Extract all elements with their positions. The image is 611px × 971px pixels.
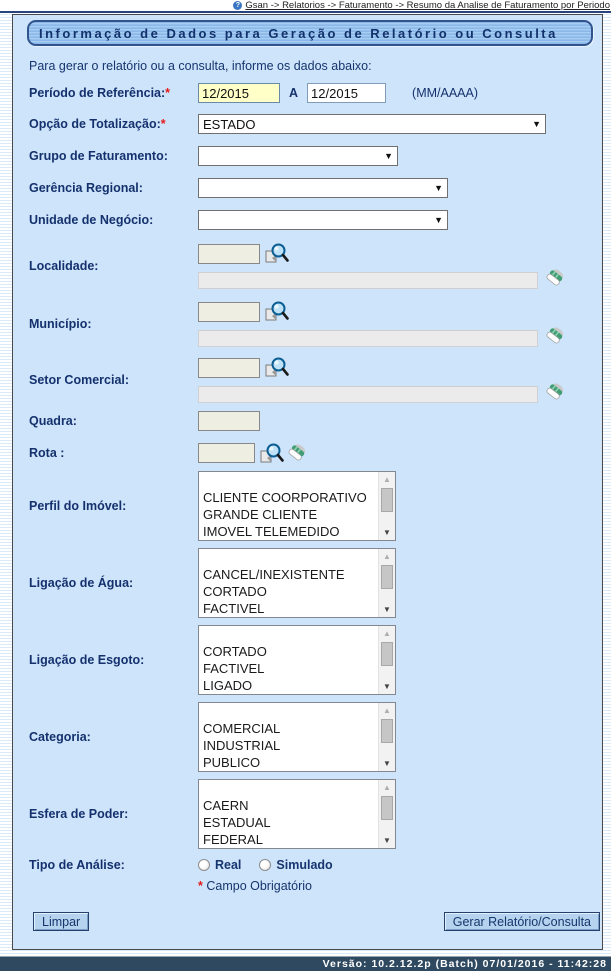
unidade-negocio-row [29,210,602,230]
help-icon[interactable]: ? [233,1,242,10]
scrollbar[interactable] [378,780,395,848]
scroll-up-icon[interactable]: ▲ [383,629,391,638]
opcao-totalizacao-label: Opção de Totalização: [29,117,161,131]
required-asterisk: * [165,86,171,100]
required-note-text: Campo Obrigatório [206,879,312,893]
limpar-button[interactable]: Limpar [33,912,89,931]
rota-label: Rota : [29,446,65,460]
ligacao-esgoto-options[interactable] [199,626,378,694]
quadra-row [29,411,602,431]
chevron-down-icon: ▼ [434,215,443,225]
ligacao-agua-options[interactable] [199,549,378,617]
quadra-input[interactable] [198,411,260,431]
scroll-up-icon[interactable]: ▲ [383,552,391,561]
footer-bar [0,956,611,971]
scrollbar-thumb[interactable] [381,719,393,743]
eraser-icon[interactable] [545,268,566,289]
setor-comercial-name-field [198,386,538,403]
grupo-faturamento-row [29,146,602,166]
ligacao-agua-row [29,548,602,618]
perfil-imovel-multiselect[interactable] [198,471,396,541]
radio-real[interactable] [198,858,241,872]
esfera-poder-options[interactable] [199,780,378,848]
periodo-from-input[interactable] [198,83,280,103]
gerencia-regional-select[interactable] [198,178,448,198]
localidade-row [29,243,602,289]
multiselect-option[interactable]: FACTIVEL [203,601,265,616]
scroll-down-icon[interactable]: ▼ [383,605,391,614]
multiselect-option[interactable] [199,703,378,720]
multiselect-option[interactable]: ESTADUAL [203,815,271,830]
categoria-row [29,702,602,772]
ligacao-esgoto-multiselect[interactable] [198,625,396,695]
search-icon[interactable] [260,443,284,464]
multiselect-option[interactable]: CLIENTE COORPORATIVO [203,490,367,505]
intro-text: Para gerar o relatório ou a consulta, informe os dados abaixo: [29,59,372,73]
radio-icon[interactable] [259,859,271,871]
ligacao-agua-multiselect[interactable] [198,548,396,618]
perfil-imovel-row [29,471,602,541]
municipio-row [29,301,602,347]
scrollbar[interactable] [378,626,395,694]
button-row [13,912,602,931]
multiselect-option[interactable]: COMERCIAL [203,721,281,736]
radio-real-label: Real [215,858,242,872]
localidade-code-input[interactable] [198,244,260,264]
scroll-up-icon[interactable]: ▲ [383,706,391,715]
search-icon[interactable] [265,301,289,322]
setor-comercial-row [29,357,602,403]
breadcrumb[interactable]: Gsan -> Relatorios -> Faturamento -> Resumo da Analise de Faturamento por Periodo [245,0,610,11]
required-note [198,879,602,893]
radio-simulado-label: Simulado [276,858,333,872]
multiselect-option[interactable] [199,472,378,489]
scrollbar-thumb[interactable] [381,488,393,512]
opcao-totalizacao-row [29,114,602,134]
radio-simulado[interactable] [259,858,332,872]
gerencia-regional-label: Gerência Regional: [29,181,143,195]
multiselect-option[interactable]: CORTADO [203,644,267,659]
perfil-imovel-options[interactable] [199,472,378,540]
multiselect-option[interactable]: GRANDE CLIENTE [203,507,318,522]
form-panel [12,14,603,950]
grupo-faturamento-select[interactable] [198,146,398,166]
multiselect-option[interactable]: FEDERAL [203,832,263,847]
multiselect-option[interactable]: INDUSTRIAL [203,738,281,753]
localidade-label: Localidade: [29,259,99,273]
multiselect-option[interactable] [199,626,378,643]
grupo-faturamento-label: Grupo de Faturamento: [29,149,168,163]
multiselect-option[interactable] [199,549,378,566]
periodo-to-input[interactable] [307,83,386,103]
multiselect-option[interactable] [199,780,378,797]
categoria-label: Categoria: [29,730,91,744]
tipo-analise-label: Tipo de Análise: [29,858,125,872]
scrollbar-thumb[interactable] [381,796,393,820]
scroll-down-icon[interactable]: ▼ [383,528,391,537]
rota-row [29,443,602,463]
multiselect-option[interactable]: FACTIVEL [203,661,265,676]
esfera-poder-multiselect[interactable] [198,779,396,849]
chevron-down-icon: ▼ [532,119,541,129]
multiselect-option[interactable]: PUBLICO [203,755,261,770]
multiselect-option[interactable]: CORTADO [203,584,267,599]
required-asterisk: * [198,879,203,893]
periodo-separator: A [289,86,299,100]
scroll-up-icon[interactable]: ▲ [383,475,391,484]
municipio-label: Município: [29,317,92,331]
radio-icon[interactable] [198,859,210,871]
scrollbar-thumb[interactable] [381,565,393,589]
breadcrumb-bar [0,0,611,11]
categoria-multiselect[interactable] [198,702,396,772]
scroll-up-icon[interactable]: ▲ [383,783,391,792]
scrollbar[interactable] [378,472,395,540]
tipo-analise-row [29,858,602,872]
gerar-relatorio-button[interactable]: Gerar Relatório/Consulta [444,912,600,931]
municipio-code-input[interactable] [198,302,260,322]
chevron-down-icon: ▼ [384,151,393,161]
search-icon[interactable] [265,243,289,264]
eraser-icon[interactable] [545,326,566,347]
scrollbar[interactable] [378,549,395,617]
multiselect-option[interactable]: IMOVEL TELEMEDIDO [203,524,340,539]
periodo-label: Período de Referência: [29,86,166,100]
esfera-poder-label: Esfera de Poder: [29,807,129,821]
municipio-name-field [198,330,538,347]
setor-comercial-label: Setor Comercial: [29,373,130,387]
multiselect-option[interactable]: CANCEL/INEXISTENTE [203,567,345,582]
unidade-negocio-select[interactable] [198,210,448,230]
quadra-label: Quadra: [29,414,77,428]
periodo-format-hint: (MM/AAAA) [412,86,479,100]
perfil-imovel-label: Perfil do Imóvel: [29,499,127,513]
multiselect-option[interactable]: LIGADO [203,678,253,693]
localidade-name-field [198,272,538,289]
ligacao-esgoto-row [29,625,602,695]
setor-comercial-code-input[interactable] [198,358,260,378]
esfera-poder-row [29,779,602,849]
rota-input[interactable] [198,443,255,463]
ligacao-agua-label: Ligação de Água: [29,576,134,590]
ligacao-esgoto-label: Ligação de Esgoto: [29,653,145,667]
opcao-totalizacao-value: ESTADO [203,116,256,132]
categoria-options[interactable] [199,703,378,771]
page-title: Informação de Dados para Geração de Relatório ou Consulta [39,25,558,41]
opcao-totalizacao-select[interactable] [198,114,546,134]
eraser-icon[interactable] [545,382,566,403]
eraser-icon[interactable] [287,443,308,464]
top-rule [0,11,611,13]
multiselect-option[interactable]: CAERN [203,798,249,813]
scrollbar[interactable] [378,703,395,771]
scroll-down-icon[interactable]: ▼ [383,682,391,691]
scrollbar-thumb[interactable] [381,642,393,666]
scroll-down-icon[interactable]: ▼ [383,759,391,768]
periodo-row [29,83,602,103]
unidade-negocio-label: Unidade de Negócio: [29,213,154,227]
page-title-bar [27,20,593,46]
version-text: Versão: 10.2.12.2p (Batch) 07/01/2016 - 11:42:28 [322,958,607,970]
gerencia-regional-row [29,178,602,198]
scroll-down-icon[interactable]: ▼ [383,836,391,845]
required-asterisk: * [160,117,166,131]
search-icon[interactable] [265,357,289,378]
chevron-down-icon: ▼ [434,183,443,193]
